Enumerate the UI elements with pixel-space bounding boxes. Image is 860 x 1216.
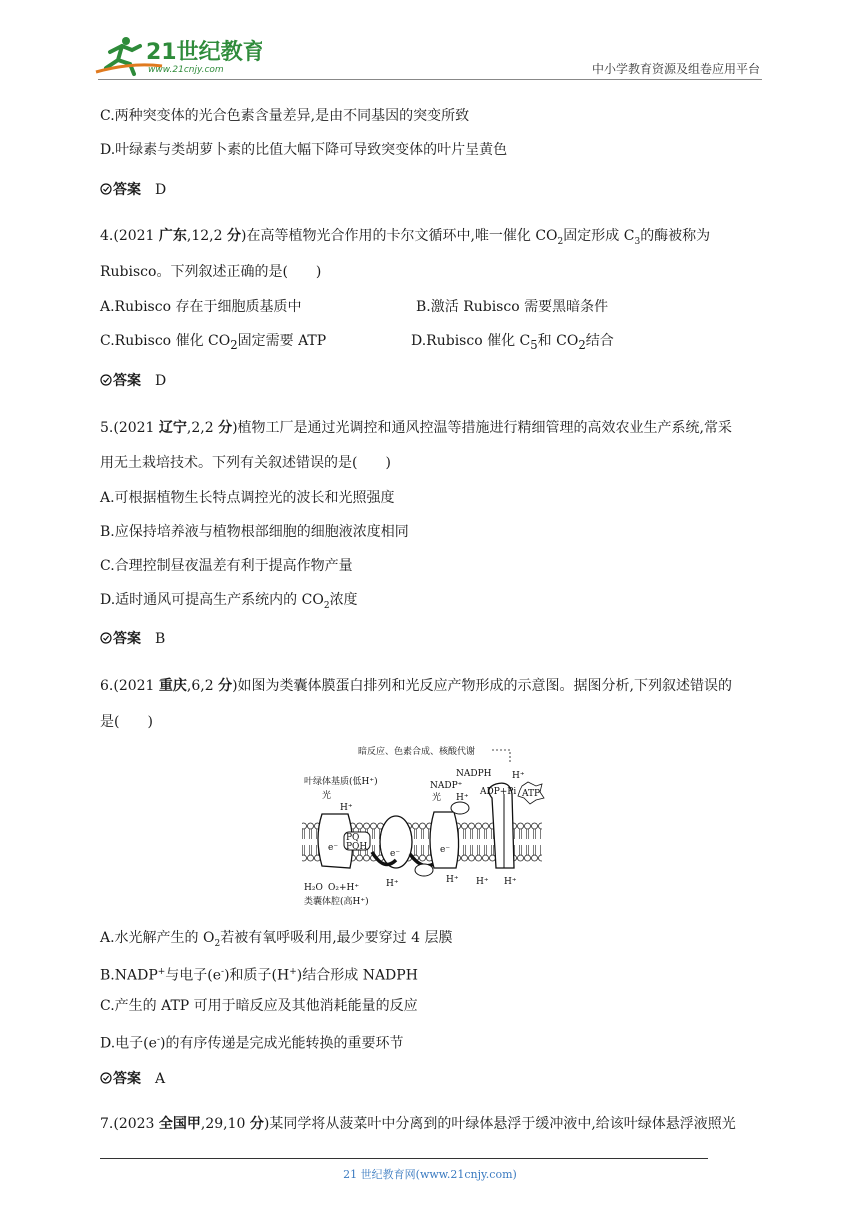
q6-option-a: A.水光解产生的 $O_2$若被有氧呼吸利用,最少要穿过 4 层膜 <box>100 930 453 949</box>
h-label-4: H⁺ <box>386 879 399 889</box>
q5-answer: 答案 B <box>100 629 165 649</box>
q4-option-b: B.激活 Rubisco 需要黑暗条件 <box>416 299 609 315</box>
q3-answer: 答案 D <box>100 180 166 200</box>
h-label-1: H⁺ <box>340 803 353 813</box>
dashed-arrow <box>492 750 510 764</box>
check-circle-icon <box>100 183 112 195</box>
e-label-3: e⁻ <box>440 845 451 855</box>
q6-option-d: D.电子(e-)的有序传递是完成光能转换的重要环节 <box>100 1035 404 1052</box>
platform-name: 中小学教育资源及组卷应用平台 <box>591 62 760 76</box>
q3-option-c: C.两种突变体的光合色素含量差异,是由不同基因的突变所致 <box>100 108 470 124</box>
q6-stem: 6.(2021 重庆,6,2 分)如图为类囊体膜蛋白排列和光反应产物形成的示意图。据图分析,下列叙述错误的 <box>100 678 732 694</box>
adp-label: ADP+Pi <box>480 787 517 797</box>
q5-stem: 5.(2021 辽宁,2,2 分)植物工厂是通过光调控和通风控温等措施进行精细管理的高效农业生产系统,常采 <box>100 420 732 436</box>
q7-stem: 7.(2023 全国甲,29,10 分)某同学将从菠菜叶中分离到的叶绿体悬浮于缓冲液中,给该叶绿体悬浮液照光 <box>100 1116 736 1132</box>
q5-option-a: A.可根据植物生长特点调控光的波长和光照强度 <box>100 490 395 506</box>
dark-reaction-label: 暗反应、色素合成、核酸代谢 <box>358 747 476 757</box>
h-label-3: H⁺ <box>512 771 525 781</box>
footer-divider <box>100 1158 708 1159</box>
stroma-label: 叶绿体基质(低H⁺) <box>304 777 378 787</box>
q4-stem-line2: Rubisco。下列叙述正确的是( ) <box>100 264 322 280</box>
q3-option-d: D.叶绿素与类胡萝卜素的比值大幅下降可导致突变体的叶片呈黄色 <box>100 142 508 158</box>
thylakoid-membrane-diagram <box>300 742 545 914</box>
q4-option-d: D.Rubisco 催化 $C_5$和 $CO_2$结合 <box>411 333 614 352</box>
h-label-2: H⁺ <box>456 793 469 803</box>
atp-label: ATP <box>522 789 541 799</box>
logo-text: 21世纪教育 <box>146 40 262 65</box>
q5-option-d: D.适时通风可提高生产系统内的 $CO_2$浓度 <box>100 592 358 611</box>
plastocyanin <box>415 864 433 876</box>
nadp-label: NADP⁺ <box>430 781 463 791</box>
pq-label: PQ <box>346 833 360 843</box>
oxygen-label: O₂+H⁺ <box>328 883 360 893</box>
lumen-label: 类囊体腔(高H⁺) <box>304 897 369 907</box>
check-circle-icon <box>100 374 112 386</box>
q6-answer: 答案 A <box>100 1069 165 1089</box>
e-label-1: e⁻ <box>328 843 339 853</box>
q4-stem: 4.(2021 广东,12,2 分)在高等植物光合作用的卡尔文循环中,唯一催化 $CO_2$固定形成 $C_3$的酶被称为 <box>100 228 711 247</box>
light-label-1: 光 <box>322 791 332 801</box>
water-label: H₂O <box>304 883 323 893</box>
check-circle-icon <box>100 1072 112 1084</box>
e-label-2: e⁻ <box>390 849 401 859</box>
q6-stem-line2: 是( ) <box>100 714 153 730</box>
light-label-2: 光 <box>432 793 442 803</box>
logo-url: www.21cnjy.com <box>148 65 224 75</box>
q4-option-c: C.Rubisco 催化 $CO_2$固定需要 ATP <box>100 333 327 352</box>
pqh-label: PQH <box>346 842 368 852</box>
h-label-6: H⁺ <box>476 877 489 887</box>
header-divider <box>98 79 762 80</box>
q6-option-c: C.产生的 ATP 可用于暗反应及其他消耗能量的反应 <box>100 998 418 1014</box>
photosystem-i <box>430 812 459 868</box>
q6-option-b: B.NADP+与电子(e-)和质子(H+)结合形成 NADPH <box>100 967 418 984</box>
q5-option-b: B.应保持培养液与植物根部细胞的细胞液浓度相同 <box>100 524 409 540</box>
ferredoxin <box>451 802 469 814</box>
q5-option-c: C.合理控制昼夜温差有利于提高作物产量 <box>100 558 353 574</box>
check-circle-icon <box>100 632 112 644</box>
q5-stem-line2: 用无土栽培技术。下列有关叙述错误的是( ) <box>100 455 391 471</box>
site-logo <box>92 32 262 78</box>
q4-answer: 答案 D <box>100 371 166 391</box>
h-label-7: H⁺ <box>504 877 517 887</box>
q4-option-a: A.Rubisco 存在于细胞质基质中 <box>100 299 302 315</box>
nadph-label: NADPH <box>456 769 492 779</box>
h-label-5: H⁺ <box>446 875 459 885</box>
footer-site-link[interactable]: 21 世纪教育网(www.21cnjy.com) <box>343 1168 517 1181</box>
